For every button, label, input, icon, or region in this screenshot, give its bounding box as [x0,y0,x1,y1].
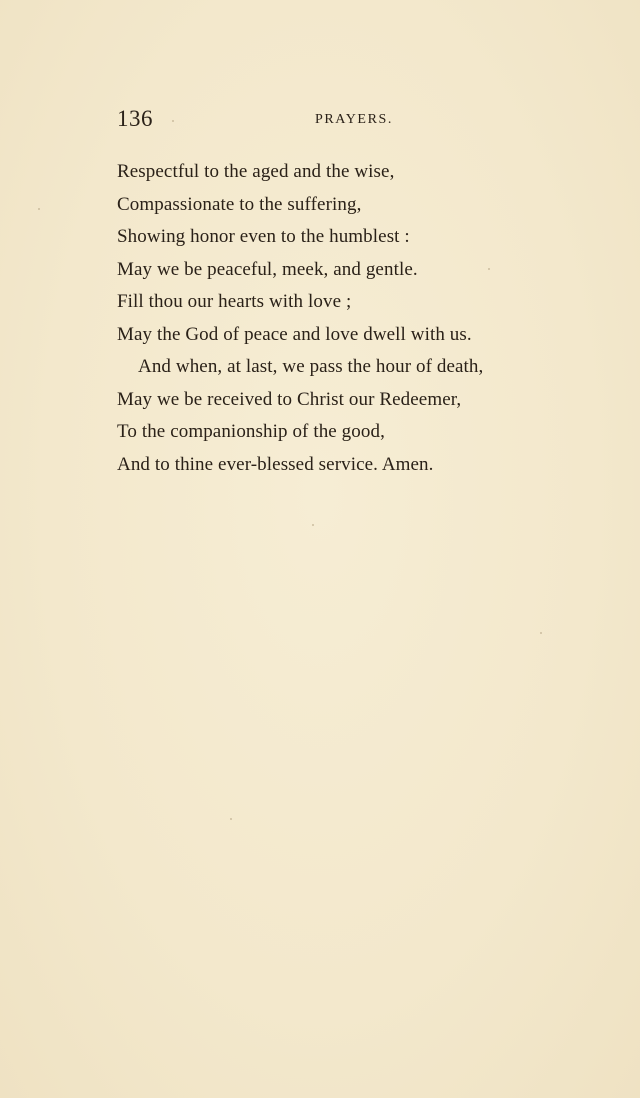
paper-speck [38,208,40,210]
page-header [117,104,393,134]
page-number: 136 [117,106,153,131]
prayer-verse [117,156,577,481]
verse-line: Showing honor even to the humblest : [117,226,410,247]
verse-line: And when, at last, we pass the hour of death, [138,356,484,377]
paper-speck [172,120,174,122]
paper-speck [312,524,314,526]
verse-line: May the God of peace and love dwell with us. [117,323,472,345]
verse-line: Fill thou our hearts with love ; [117,291,352,312]
verse-line: And to thine ever-blessed service. Amen. [117,453,434,475]
verse-line: May we be peaceful, meek, and gentle. [117,258,418,280]
paper-speck [540,632,542,634]
verse-line: May we be received to Christ our Redeemer, [117,388,462,410]
verse-line: Respectful to the aged and the wise, [117,161,395,182]
verse-line: To the companionship of the good, [117,421,385,442]
paper-speck [230,818,232,820]
running-head: PRAYERS. [314,112,393,127]
verse-line: Compassionate to the suffering, [117,193,362,215]
paper-speck [488,268,490,270]
